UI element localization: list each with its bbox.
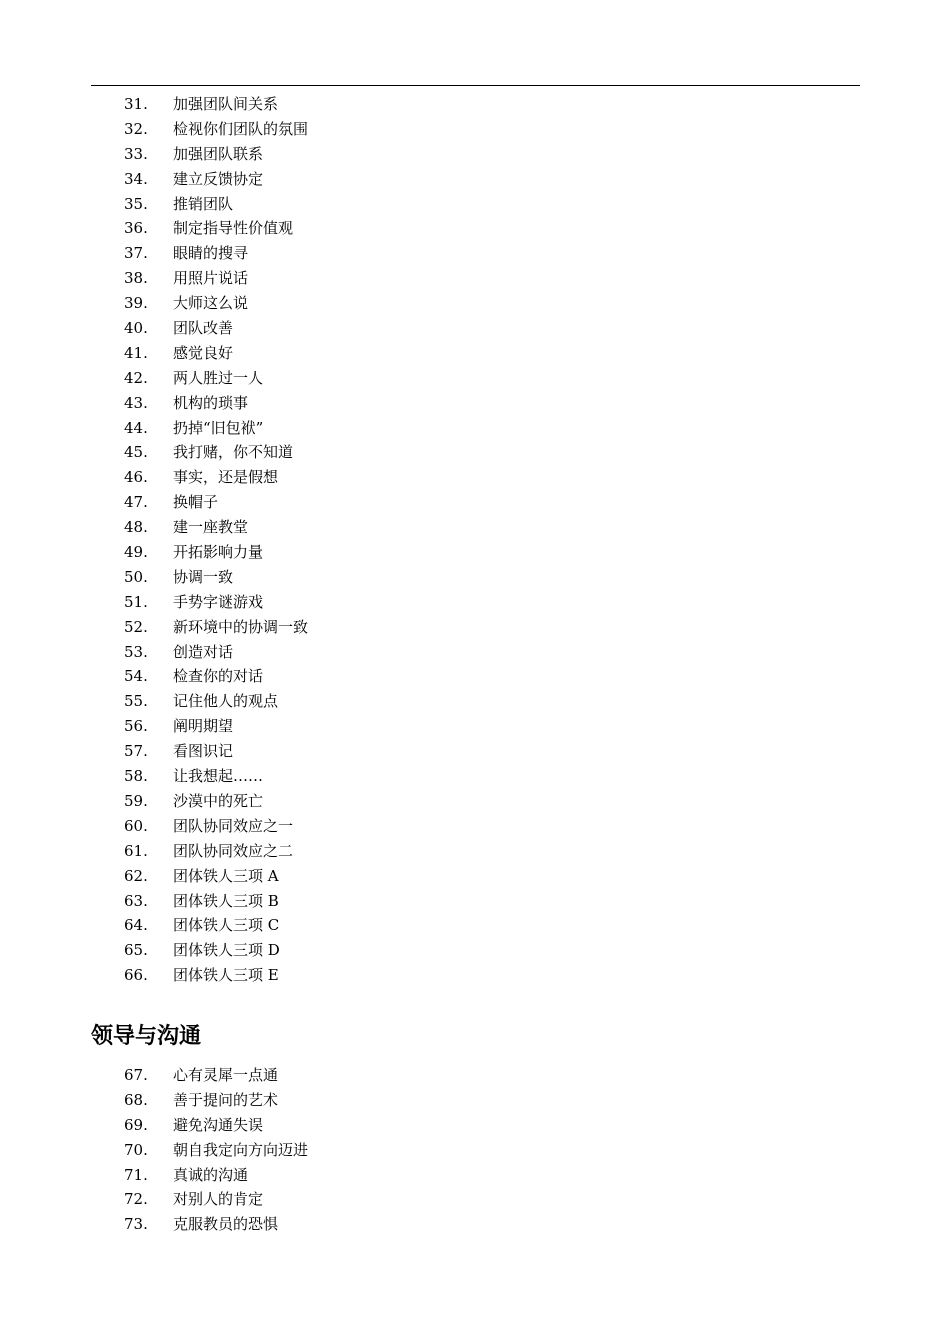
section-heading: 领导与沟通 — [91, 1024, 202, 1049]
item-title: 手势字谜游戏 — [173, 592, 264, 611]
item-title: 记住他人的观点 — [173, 692, 279, 711]
item-title: 新环境中的协调一致 — [173, 617, 309, 636]
item-title: 善于提问的艺术 — [173, 1090, 279, 1109]
item-title: 团队协同效应之一 — [173, 816, 294, 835]
item-title: 朝自我定向方向迈进 — [173, 1140, 309, 1159]
item-title: 团体铁人三项 A — [173, 866, 279, 885]
item-title: 心有灵犀一点通 — [173, 1066, 279, 1084]
item-title: 事实，还是假想 — [173, 468, 279, 487]
item-title: 机构的琐事 — [173, 393, 249, 412]
item-title: 协调一致 — [173, 567, 234, 586]
item-number: 35. — [124, 194, 148, 213]
item-title: 眼睛的搜寻 — [173, 244, 249, 263]
item-number: 62. — [124, 866, 148, 885]
item-title: 开拓影响力量 — [173, 543, 264, 562]
item-number: 72. — [124, 1190, 148, 1209]
item-number: 34. — [124, 169, 148, 188]
item-number: 53. — [124, 642, 148, 661]
item-number: 59. — [124, 791, 148, 810]
item-number: 57. — [124, 742, 148, 761]
item-number: 70. — [124, 1140, 148, 1159]
item-number: 41. — [124, 343, 148, 362]
item-number: 37. — [124, 244, 148, 263]
item-title: 让我想起…… — [173, 767, 264, 786]
item-title: 我打赌，你不知道 — [173, 443, 294, 462]
item-number: 58. — [124, 767, 148, 786]
item-number: 71. — [124, 1165, 148, 1184]
item-title: 团队改善 — [173, 319, 234, 338]
item-title: 团体铁人三项 D — [173, 941, 280, 960]
item-number: 31. — [124, 95, 148, 113]
item-number: 52. — [124, 617, 148, 636]
item-title: 推销团队 — [173, 194, 234, 213]
item-title: 克服教员的恐惧 — [173, 1215, 279, 1234]
item-title: 创造对话 — [173, 642, 234, 661]
item-number: 45. — [124, 443, 148, 462]
item-number: 51. — [124, 592, 148, 611]
item-title: 对别人的肯定 — [173, 1190, 264, 1209]
item-title: 建一座教堂 — [173, 518, 249, 537]
item-title: 扔掉“旧包袱” — [173, 418, 264, 437]
item-title: 大师这么说 — [173, 294, 249, 313]
item-title: 团队协同效应之二 — [173, 841, 294, 860]
item-title: 团体铁人三项 B — [173, 891, 279, 910]
item-number: 60. — [124, 816, 148, 835]
item-number: 44. — [124, 418, 148, 437]
item-number: 61. — [124, 841, 148, 860]
item-number: 38. — [124, 269, 148, 288]
item-title: 制定指导性价值观 — [173, 219, 294, 238]
item-number: 66. — [124, 966, 148, 985]
item-number: 39. — [124, 294, 148, 313]
item-number: 65. — [124, 941, 148, 960]
item-title: 阐明期望 — [173, 717, 234, 736]
item-title: 加强团队间关系 — [173, 95, 279, 113]
item-number: 50. — [124, 567, 148, 586]
item-number: 43. — [124, 393, 148, 412]
item-title: 看图识记 — [173, 742, 234, 761]
item-title: 用照片说话 — [173, 269, 249, 288]
item-title: 避免沟通失误 — [173, 1115, 264, 1134]
item-number: 68. — [124, 1090, 148, 1109]
item-number: 73. — [124, 1215, 148, 1234]
item-number: 42. — [124, 368, 148, 387]
item-number: 55. — [124, 692, 148, 711]
item-number: 56. — [124, 717, 148, 736]
item-number: 69. — [124, 1115, 148, 1134]
item-title: 建立反馈协定 — [173, 169, 264, 188]
item-title: 检视你们团队的氛围 — [173, 119, 309, 138]
item-number: 33. — [124, 144, 148, 163]
item-number: 47. — [124, 493, 148, 512]
item-title: 感觉良好 — [173, 343, 234, 362]
item-number: 67. — [124, 1066, 148, 1084]
item-number: 54. — [124, 667, 148, 686]
header-rule — [91, 85, 860, 86]
item-title: 团体铁人三项 C — [173, 916, 280, 935]
item-number: 36. — [124, 219, 148, 238]
item-title: 检查你的对话 — [173, 667, 264, 686]
item-title: 两人胜过一人 — [173, 368, 264, 387]
item-number: 49. — [124, 543, 148, 562]
item-number: 32. — [124, 119, 148, 138]
item-title: 换帽子 — [173, 493, 219, 512]
item-number: 48. — [124, 518, 148, 537]
item-number: 63. — [124, 891, 148, 910]
item-title: 沙漠中的死亡 — [173, 791, 264, 810]
item-number: 64. — [124, 916, 148, 935]
item-title: 加强团队联系 — [173, 144, 264, 163]
item-title: 真诚的沟通 — [173, 1165, 249, 1184]
item-number: 40. — [124, 319, 148, 338]
item-number: 46. — [124, 468, 148, 487]
item-title: 团体铁人三项 E — [173, 966, 279, 985]
